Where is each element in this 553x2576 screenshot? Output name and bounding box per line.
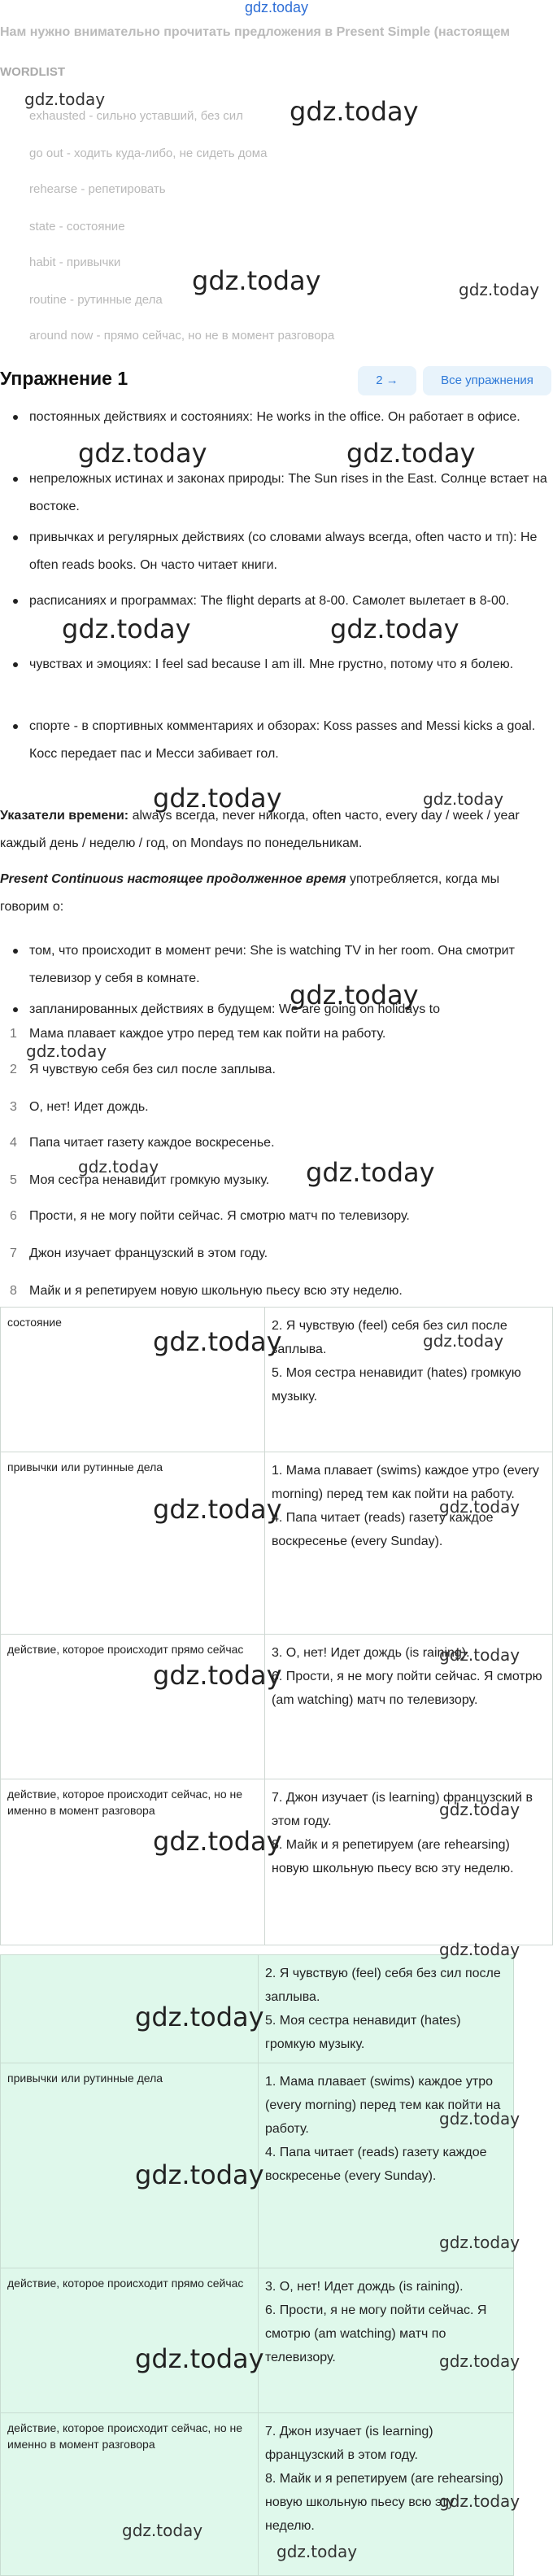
theory-bullet: непреложных истинах и законах природы: The Sun rises in the East. Солнце встает на востоке. [13, 465, 550, 521]
watermark-logo: gdz.today [439, 1497, 520, 1517]
theory-bullet: постоянных действиях и состояниях: He works in the office. Он работает в офисе. [13, 404, 550, 431]
wordlist-item: around now - прямо сейчас, но не в момент разговора [29, 329, 335, 343]
table-cell-answers [265, 1452, 553, 1635]
table-row [1, 1635, 553, 1779]
theory-bullet: запланированных действиях в будущем: We are going on holidays to [13, 996, 550, 1019]
wordlist-item: routine - рутинные дела [29, 293, 163, 307]
watermark-logo: gdz.today [153, 783, 282, 814]
wordlist-item: habit - привычки [29, 255, 121, 269]
table-cell-category: состояние [1, 1308, 265, 1452]
list-item: 4 Папа читает газету каждое воскресенье. [10, 1136, 275, 1150]
sentence-list [0, 1027, 553, 1307]
watermark-logo: gdz.today [290, 96, 419, 127]
table-cell-answers [265, 1779, 553, 1945]
watermark-logo: gdz.today [276, 2542, 358, 2561]
watermark-logo: gdz.today [346, 438, 476, 469]
list-item: 5 Моя сестра ненавидит громкую музыку. [10, 1173, 270, 1187]
answer-line: 8. Майк и я репетируем (are rehearsing) новую школьную пьесу всю эту неделю. [265, 2472, 503, 2533]
table-cell-category: привычки или рутинные дела [1, 2063, 259, 2268]
watermark-logo: gdz.today [135, 2159, 264, 2190]
watermark-logo: gdz.today [439, 2351, 520, 2371]
table-row [1, 2413, 514, 2576]
table-row [1, 1955, 514, 2063]
answer-line: 6. Прости, я не могу пойти сейчас. Я смотрю (am watching) матч по телевизору. [272, 1670, 542, 1707]
table-row [1, 1452, 553, 1635]
table-cell-answers [259, 2413, 514, 2576]
table-cell-category: действие, которое происходит прямо сейчас [1, 1635, 265, 1779]
table-row [1, 2268, 514, 2413]
time-markers-text: always всегда, never никогда, often часто, every day / week / year каждый день / неделю / год, on Mondays по понедельникам. [0, 809, 520, 850]
table-cell-answers [259, 2063, 514, 2268]
site-logo[interactable]: gdz.today [244, 0, 309, 15]
watermark-logo: gdz.today [459, 280, 540, 299]
list-item: 6 Прости, я не могу пойти сейчас. Я смотрю матч по телевизору. [10, 1209, 410, 1223]
present-continuous-text: употребляется, когда мы говорим о: [0, 872, 500, 914]
present-continuous-label: Present Continuous настоящее продолженное время [0, 872, 346, 886]
theory-bullet: расписаниях и программах: The flight departs at 8-00. Самолет вылетает в 8-00. [13, 587, 550, 615]
watermark-logo: gdz.today [439, 2491, 520, 2511]
table-row [1, 2063, 514, 2268]
watermark-logo: gdz.today [153, 1494, 282, 1525]
answer-line: 3. О, нет! Идет дождь (is raining). [265, 2280, 464, 2294]
watermark-logo: gdz.today [122, 2521, 203, 2540]
watermark-logo: gdz.today [439, 1940, 520, 1959]
watermark-logo: gdz.today [439, 2109, 520, 2128]
watermark-logo: gdz.today [439, 1800, 520, 1819]
answer-line: 2. Я чувствую (feel) себя без сил после заплыва. [272, 1319, 507, 1356]
time-markers-label: Указатели времени: [0, 809, 129, 823]
watermark-logo: gdz.today [423, 1331, 504, 1351]
answer-line: 3. О, нет! Идет дождь (is raining). [272, 1646, 470, 1660]
exercise-header [0, 358, 553, 404]
list-item: 1 Мама плавает каждое утро перед тем как пойти на работу. [10, 1027, 386, 1041]
wordlist-item: go out - ходить куда-либо, не сидеть дома [29, 146, 268, 160]
present-continuous-intro [0, 866, 550, 921]
table-row [1, 1308, 553, 1452]
watermark-logo: gdz.today [290, 980, 419, 1011]
watermark-logo: gdz.today [192, 265, 321, 296]
table-cell-answers [259, 1955, 514, 2063]
watermark-logo: gdz.today [153, 1660, 282, 1691]
answer-line: 2. Я чувствую (feel) себя без сил после заплыва. [265, 1967, 501, 2004]
wordlist-item: exhausted - сильно уставший, без сил [29, 109, 243, 123]
list-item: 7 Джон изучает французский в этом году. [10, 1247, 268, 1260]
table-cell-answers [265, 1635, 553, 1779]
list-item: 2 Я чувствую себя без сил после заплыва. [10, 1063, 276, 1076]
list-item: 3 О, нет! Идет дождь. [10, 1100, 149, 1114]
watermark-logo: gdz.today [439, 1645, 520, 1665]
theory-bullet: привычках и регулярных действиях (со словами always всегда, often часто и тп): He often reads books. Он часто читает книги. [13, 524, 550, 579]
answer-table [0, 1307, 553, 1945]
watermark-logo: gdz.today [423, 789, 504, 809]
answer-line: 6. Прости, я не могу пойти сейчас. Я смотрю (am watching) матч по телевизору. [265, 2303, 487, 2364]
watermark-logo: gdz.today [153, 1326, 282, 1357]
watermark-logo: gdz.today [24, 90, 106, 109]
table-cell-category: действие, которое происходит сейчас, но не именно в момент разговора [1, 2413, 259, 2576]
wordlist-item: rehearse - репетировать [29, 182, 166, 196]
watermark-logo: gdz.today [78, 1157, 159, 1177]
time-markers [0, 802, 550, 858]
table-cell-answers [259, 2268, 514, 2413]
answer-line: 1. Мама плавает (swims) каждое утро (every morning) перед тем как пойти на работу. [265, 2075, 501, 2136]
answer-table-highlighted [0, 1954, 514, 2576]
list-item: 8 Майк и я репетируем новую школьную пьесу всю эту неделю. [10, 1284, 403, 1298]
watermark-logo: gdz.today [78, 438, 207, 469]
theory-bullet: спорте - в спортивных комментариях и обзорах: Koss passes and Messi kicks a goal. Косс передает пас и Месси забивает гол. [13, 713, 550, 768]
answer-line: 7. Джон изучает (is learning) французский в этом году. [265, 2425, 433, 2462]
table-cell-category: действие, которое происходит сейчас, но не именно в момент разговора [1, 1779, 265, 1945]
theory-bullet: чувствах и эмоциях: I feel sad because I am ill. Мне грустно, потому что я болею. [13, 651, 550, 679]
answer-line: 4. Папа читает (reads) газету каждое воскресенье (every Sunday). [265, 2146, 487, 2183]
watermark-logo: gdz.today [306, 1157, 435, 1188]
theory-bullet: том, что происходит в момент речи: She is watching TV in her room. Она смотрит телевизор у себя в комнате. [13, 937, 550, 993]
watermark-logo: gdz.today [62, 613, 191, 644]
table-cell-category: привычки или рутинные дела [1, 1452, 265, 1635]
answer-line: 5. Моя сестра ненавидит (hates) громкую музыку. [265, 2014, 461, 2051]
watermark-logo: gdz.today [135, 2343, 264, 2374]
answer-line: 1. Мама плавает (swims) каждое утро (every morning) перед тем как пойти на работу. [272, 1464, 539, 1501]
answer-line: 7. Джон изучает (is learning) французский в этом году. [272, 1791, 533, 1828]
exercise-title: Упражнение 1 [0, 368, 128, 389]
watermark-logo: gdz.today [26, 1041, 107, 1061]
table-cell-answers [265, 1308, 553, 1452]
next-page-button[interactable]: 2 → [358, 366, 416, 395]
wordlist-item: state - состояние [29, 220, 125, 234]
watermark-logo: gdz.today [330, 613, 459, 644]
watermark-logo: gdz.today [439, 2233, 520, 2252]
wordlist-title: WORDLIST [0, 65, 65, 79]
intro-text: Нам нужно внимательно прочитать предложения в Present Simple (настоящем [0, 25, 510, 39]
table-cell-category [1, 1955, 259, 2063]
watermark-logo: gdz.today [135, 2002, 264, 2032]
answer-line: 4. Папа читает (reads) газету каждое воскресенье (every Sunday). [272, 1511, 494, 1548]
table-row [1, 1779, 553, 1945]
answer-line: 8. Майк и я репетируем (are rehearsing) новую школьную пьесу всю эту неделю. [272, 1838, 514, 1875]
table-cell-category: действие, которое происходит прямо сейчас [1, 2268, 259, 2413]
watermark-logo: gdz.today [153, 1826, 282, 1857]
all-exercises-button[interactable]: Все упражнения [423, 366, 551, 395]
answer-line: 5. Моя сестра ненавидит (hates) громкую музыку. [272, 1366, 521, 1404]
